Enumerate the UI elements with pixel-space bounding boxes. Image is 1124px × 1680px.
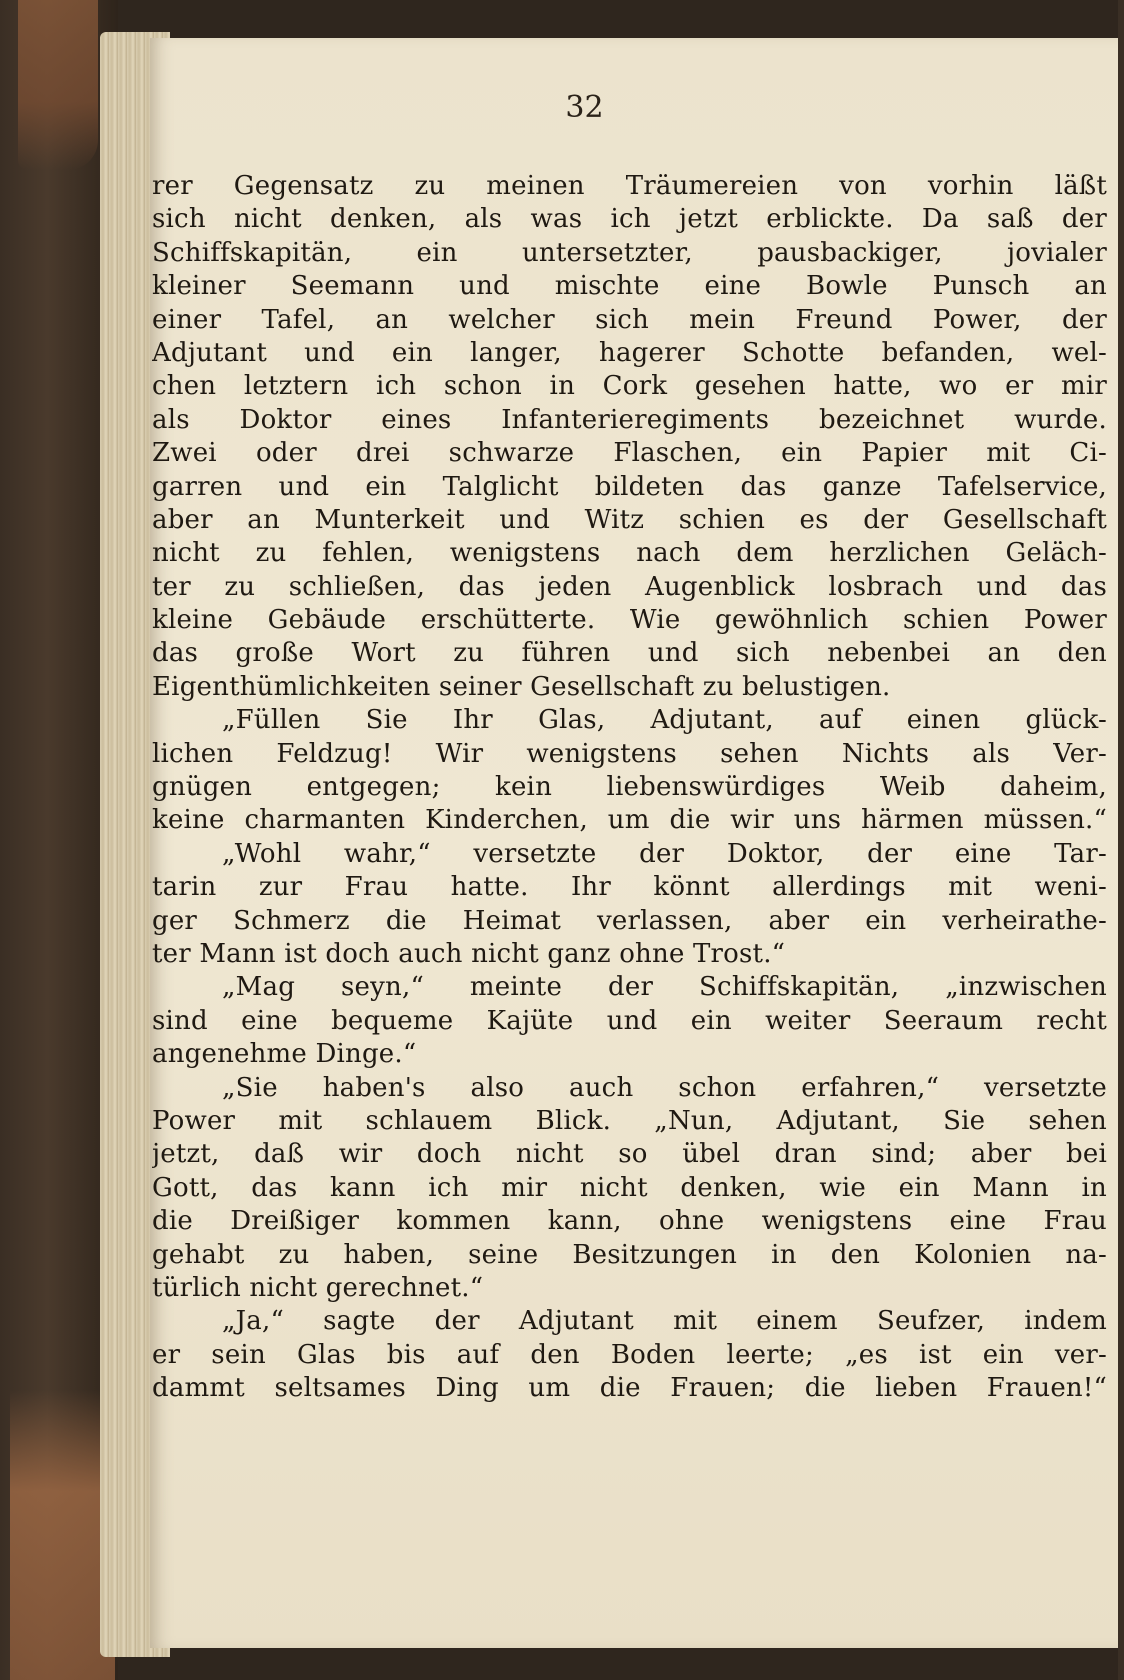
text-line: chen letztern ich schon in Cork gesehen hatte, wo er mir	[152, 371, 1107, 402]
text-line: gnügen entgegen; kein liebenswürdiges Weib daheim,	[152, 772, 1107, 803]
text-line: aber an Munterkeit und Witz schien es der Gesellschaft	[152, 504, 1107, 535]
text-line: garren und ein Talglicht bildeten das ganze Tafelservice,	[152, 471, 1107, 502]
text-line: nicht zu fehlen, wenigstens nach dem herzlichen Geläch-	[152, 538, 1107, 569]
text-line: türlich nicht gerechnet.“	[152, 1272, 484, 1303]
text-line: „Sie haben's also auch schon erfahren,“ versetzte	[222, 1072, 1107, 1103]
text-line: „Wohl wahr,“ versetzte der Doktor, der eine Tar-	[222, 838, 1107, 869]
text-line: ter zu schließen, das jeden Augenblick losbrach und das	[152, 571, 1107, 602]
text-line: dammt seltsames Ding um die Frauen; die lieben Frauen!“	[152, 1373, 1107, 1404]
text-line: angenehme Dinge.“	[152, 1039, 417, 1070]
text-line: „Ja,“ sagte der Adjutant mit einem Seufzer, indem	[222, 1306, 1107, 1337]
text-line: Eigenthümlichkeiten seiner Gesellschaft zu belustigen.	[152, 671, 891, 702]
text-line: Power mit schlauem Blick. „Nun, Adjutant, Sie sehen	[152, 1105, 1107, 1136]
text-line: kleine Gebäude erschütterte. Wie gewöhnlich schien Power	[152, 605, 1107, 636]
text-line: einer Tafel, an welcher sich mein Freund Power, der	[152, 304, 1107, 335]
text-line: ter Mann ist doch auch nicht ganz ohne Trost.“	[152, 938, 786, 969]
page-number: 32	[565, 90, 604, 125]
text-line: gehabt zu haben, seine Besitzungen in den Kolonien na-	[152, 1239, 1107, 1270]
text-line: Adjutant und ein langer, hagerer Schotte befanden, wel-	[152, 337, 1107, 368]
text-line: Schiffskapitän, ein untersetzter, pausbackiger, jovialer	[152, 237, 1107, 268]
text-line: „Füllen Sie Ihr Glas, Adjutant, auf einen glück-	[222, 705, 1107, 736]
text-line: ger Schmerz die Heimat verlassen, aber ein verheirathe-	[152, 905, 1107, 936]
scan-right-edge	[1118, 0, 1124, 1680]
worn-leather-top	[18, 0, 98, 170]
text-line: die Dreißiger kommen kann, ohne wenigstens eine Frau	[152, 1206, 1107, 1237]
text-line: sind eine bequeme Kajüte und ein weiter Seeraum recht	[152, 1005, 1107, 1036]
text-line: „Mag seyn,“ meinte der Schiffskapitän, „inzwischen	[222, 972, 1107, 1003]
text-line: sich nicht denken, als was ich jetzt erblickte. Da saß der	[152, 204, 1107, 235]
text-line: rer Gegensatz zu meinen Träumereien von vorhin läßt	[152, 171, 1107, 201]
text-line: das große Wort zu führen und sich nebenbei an den	[152, 638, 1107, 669]
text-line: lichen Feldzug! Wir wenigstens sehen Nichts als Ver-	[152, 738, 1107, 769]
text-line: Gott, das kann ich mir nicht denken, wie ein Mann in	[152, 1172, 1107, 1203]
text-line: kleiner Seemann und mischte eine Bowle Punsch an	[152, 271, 1107, 302]
text-line: tarin zur Frau hatte. Ihr könnt allerdings mit weni-	[152, 872, 1107, 903]
text-line: er sein Glas bis auf den Boden leerte; „es ist ein ver-	[152, 1339, 1107, 1370]
text-line: jetzt, daß wir doch nicht so übel dran sind; aber bei	[152, 1139, 1107, 1170]
text-line: keine charmanten Kinderchen, um die wir uns härmen müssen.“	[152, 805, 1107, 836]
body-text	[152, 170, 1107, 1405]
text-line: Zwei oder drei schwarze Flaschen, ein Papier mit Ci-	[152, 438, 1107, 469]
text-line: als Doktor eines Infanterieregiments bezeichnet wurde.	[152, 404, 1107, 435]
